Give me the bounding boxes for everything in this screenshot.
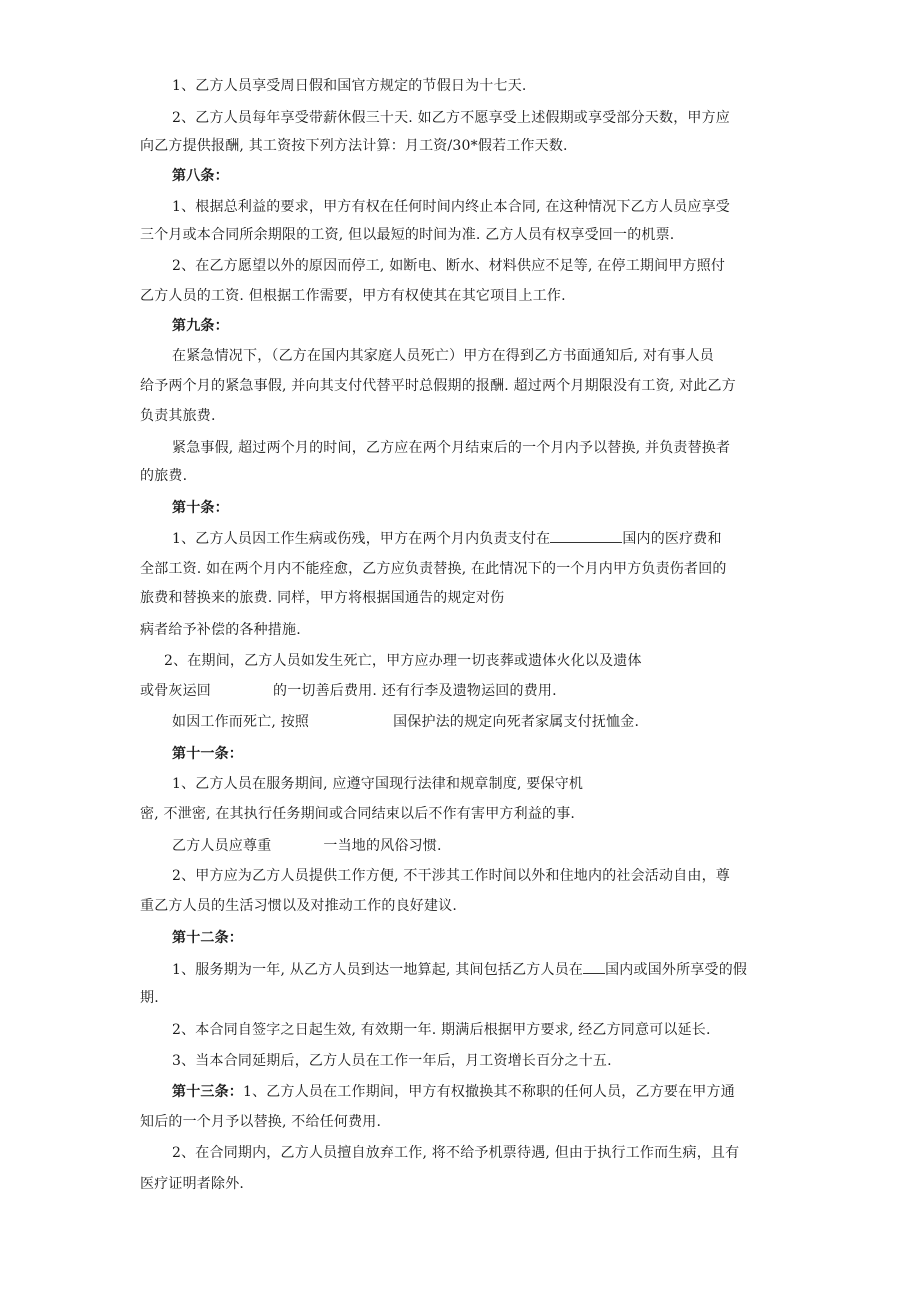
text-line: 向乙方提供报酬, 其工资按下列方法计算：月工资/30*假若工作天数. xyxy=(140,138,568,154)
text-segment: 乙方人员应尊重 xyxy=(172,838,272,854)
text-line: 在紧急情况下，（乙方在国内其家庭人员死亡）甲方在得到乙方书面通知后, 对有事人员 xyxy=(172,348,714,364)
text-segment: 1、乙方人员在工作期间，甲方有权撤换其不称职的任何人员，乙方要在甲方通 xyxy=(243,1084,735,1100)
section-heading-11: 第十一条： xyxy=(172,746,243,762)
text-line: 2、在合同期内，乙方人员擅自放弃工作, 将不给予机票待遇, 但由于执行工作而生病，且有 xyxy=(172,1145,740,1161)
text-line: 2、在乙方愿望以外的原因而停工, 如断电、断水、材料供应不足等, 在停工期间甲方照付 xyxy=(172,258,726,274)
text-segment: 国保护法的规定向死者家属支付抚恤金. xyxy=(393,714,640,730)
text-line: 密, 不泄密, 在其执行任务期间或合同结束以后不作有害甲方利益的事. xyxy=(140,806,576,822)
fill-in-blank xyxy=(583,959,605,974)
text-line xyxy=(140,681,557,701)
text-segment: 如因工作而死亡, 按照 xyxy=(172,714,310,730)
section-heading-12: 第十二条： xyxy=(172,930,243,946)
section-heading-13: 第十三条： xyxy=(172,1084,243,1100)
text-line: 给予两个月的紧急事假, 并向其支付代替平时总假期的报酬. 超过两个月期限没有工资, 对此乙方 xyxy=(140,378,736,394)
text-segment: 1、服务期为一年, 从乙方人员到达一地算起, 其间包括乙方人员在 xyxy=(172,962,584,978)
section-heading-9: 第九条： xyxy=(172,318,229,334)
fill-in-blank xyxy=(550,528,622,543)
text-line: 重乙方人员的生活习惯以及对推动工作的良好建议. xyxy=(140,898,458,914)
text-line: 病者给予补偿的各种措施. xyxy=(140,622,301,638)
text-line: 2、乙方人员每年享受带薪休假三十天. 如乙方不愿享受上述假期或享受部分天数，甲方应 xyxy=(172,110,731,126)
text-line: 1、乙方人员在服务期间, 应遵守国现行法律和规章制度, 要保守机 xyxy=(172,776,584,792)
text-segment: 或骨灰运回 xyxy=(140,683,211,699)
text-segment: 一当地的风俗习惯. xyxy=(323,838,442,854)
text-line: 三个月或本合同所余期限的工资, 但以最短的时间为准. 乙方人员有权享受回一的机票. xyxy=(140,227,675,243)
text-line: 乙方人员的工资. 但根据工作需要，甲方有权使其在其它项目上工作. xyxy=(140,288,566,304)
text-segment: 国内或国外所享受的假 xyxy=(605,962,748,978)
text-line: 2、本合同自签字之日起生效, 有效期一年. 期满后根据甲方要求, 经乙方同意可以延长. xyxy=(172,1022,711,1038)
text-line: 期. xyxy=(140,990,159,1006)
text-line: 旅费和替换来的旅费. 同样，甲方将根据国通告的规定对伤 xyxy=(140,590,505,606)
text-line: 的旅费. xyxy=(140,468,188,484)
text-line: 知后的一个月予以替换, 不给任何费用. xyxy=(140,1114,382,1130)
text-line xyxy=(172,528,722,549)
text-line xyxy=(172,712,639,732)
section-heading-8: 第八条： xyxy=(172,168,229,184)
text-segment: 的一切善后费用. 还有行李及遗物运回的费用. xyxy=(273,683,557,699)
text-line: 1、乙方人员享受周日假和国官方规定的节假日为十七天. xyxy=(172,78,527,94)
text-line: 医疗证明者除外. xyxy=(140,1176,245,1192)
text-line xyxy=(172,959,747,980)
text-line xyxy=(172,1082,735,1102)
text-line: 负责其旅费. xyxy=(140,408,216,424)
text-segment: 1、乙方人员因工作生病或伤残，甲方在两个月内负责支付在 xyxy=(172,531,551,547)
section-heading-10: 第十条： xyxy=(172,500,229,516)
text-line: 紧急事假, 超过两个月的时间，乙方应在两个月结束后的一个月内予以替换, 并负责替换者 xyxy=(172,440,731,456)
text-segment: 国内的医疗费和 xyxy=(622,531,722,547)
text-line: 2、甲方应为乙方人员提供工作方便, 不干涉其工作时间以外和住地内的社会活动自由，尊 xyxy=(172,868,731,884)
text-line: 3、当本合同延期后，乙方人员在工作一年后，月工资增长百分之十五. xyxy=(172,1053,612,1069)
text-line: 1、根据总利益的要求，甲方有权在任何时间内终止本合同, 在这种情况下乙方人员应享受 xyxy=(172,199,731,215)
text-line: 全部工资. 如在两个月内不能痊愈，乙方应负责替换, 在此情况下的一个月内甲方负责伤者回的 xyxy=(140,561,727,577)
text-line xyxy=(172,836,442,856)
text-line: 2、在期间，乙方人员如发生死亡，甲方应办理一切丧葬或遗体火化以及遗体 xyxy=(164,653,642,669)
